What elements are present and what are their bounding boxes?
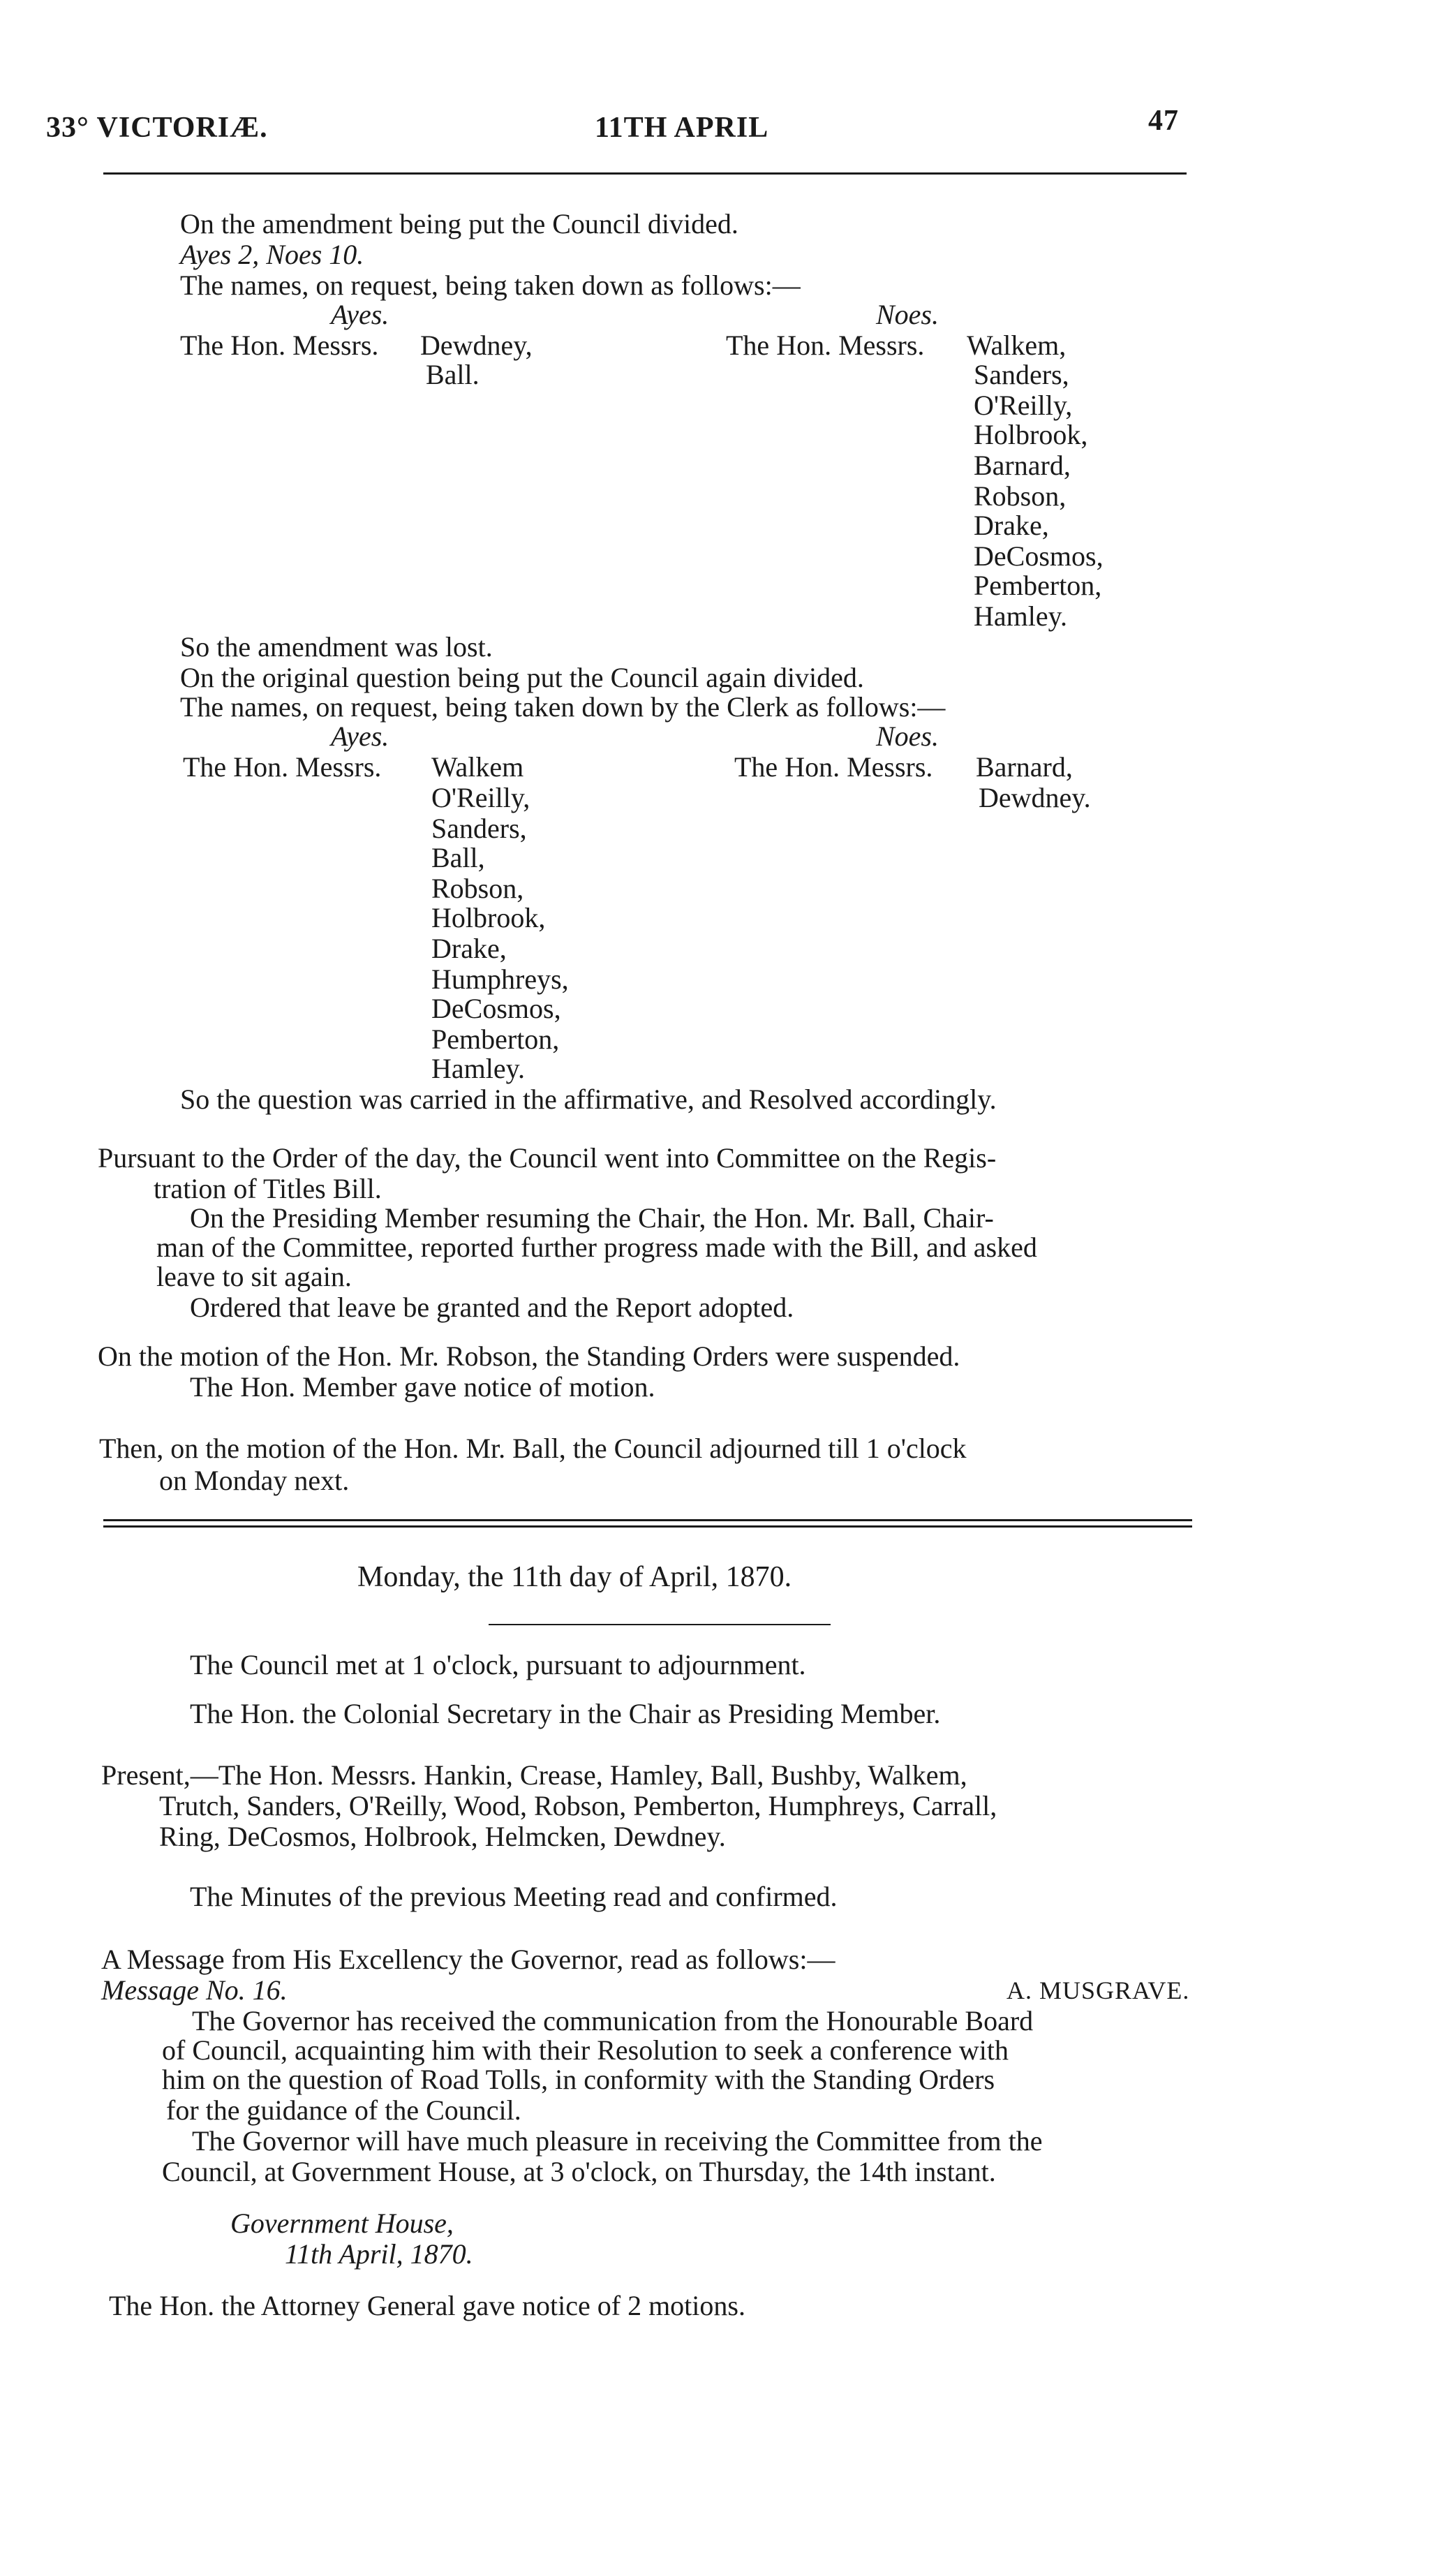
division1-ayes-heading: Ayes. [331,299,389,330]
message-p2-1: The Governor will have much pleasure in receiving the Committee from the [192,2125,1043,2157]
message-p1-2: of Council, acquainting him with their Resolution to seek a conference with [162,2034,1009,2066]
session-present-2: Trutch, Sanders, O'Reilly, Wood, Robson, Pemberton, Humphreys, Carrall, [159,1790,997,1821]
division2-aye: Humphreys, [431,963,569,995]
division2-noes-prefix: The Hon. Messrs. [734,751,933,783]
division2-aye: Robson, [431,873,524,904]
division1-no: DeCosmos, [974,540,1104,572]
session-minutes: The Minutes of the previous Meeting read and confirmed. [190,1881,838,1912]
session-met: The Council met at 1 o'clock, pursuant to adjournment. [190,1649,806,1680]
session-present-3: Ring, DeCosmos, Holbrook, Helmcken, Dewdney. [159,1821,726,1852]
division2-aye: O'Reilly, [431,782,530,813]
message-signature: A. MUSGRAVE. [1006,1976,1190,2004]
division2-aye: Holbrook, [431,902,546,933]
message-intro: A Message from His Excellency the Governor, read as follows:— [101,1944,835,1975]
committee-line-3: On the Presiding Member resuming the Chair, the Hon. Mr. Ball, Chair- [190,1202,994,1234]
message-p2-2: Council, at Government House, at 3 o'clock, on Thursday, the 14th instant. [162,2156,996,2187]
division2-aye: Sanders, [431,813,527,844]
division2-noes-heading: Noes. [876,720,939,752]
closing-notice: The Hon. the Attorney General gave notice of 2 motions. [109,2290,745,2321]
committee-line-6: Ordered that leave be granted and the Report adopted. [190,1292,794,1323]
division2-result: So the question was carried in the affirmative, and Resolved accordingly. [180,1084,997,1115]
division1-intro: On the amendment being put the Council divided. [180,208,738,239]
standing-orders-line-1: On the motion of the Hon. Mr. Robson, the Standing Orders were suspended. [98,1340,960,1372]
division1-no: Walkem, [967,330,1067,361]
message-place: Government House, [230,2208,454,2239]
division2-aye: Pemberton, [431,1023,560,1055]
division2-no: Barnard, [976,751,1073,783]
division1-no: Barnard, [974,450,1071,481]
division2-ayes-prefix: The Hon. Messrs. [183,751,382,783]
division2-aye: Hamley. [431,1053,526,1084]
division2-names-intro: The names, on request, being taken down by the Clerk as follows:— [180,691,946,723]
division2-aye: Drake, [431,933,507,964]
division2-aye: Ball, [431,842,485,873]
division1-noes-heading: Noes. [876,299,939,330]
division1-no: O'Reilly, [974,390,1073,421]
division1-names-intro: The names, on request, being taken down as follows:— [180,269,801,301]
header-rule [103,172,1187,175]
division2-intro: On the original question being put the Council again divided. [180,662,864,693]
date-heading-underline [489,1624,831,1625]
division1-no: Holbrook, [974,419,1088,450]
page-number: 47 [1148,105,1179,137]
committee-line-5: leave to sit again. [156,1261,352,1292]
committee-line-2: tration of Titles Bill. [154,1173,382,1204]
division1-no: Sanders, [974,359,1069,390]
division2-no: Dewdney. [979,782,1091,813]
division1-no: Robson, [974,480,1067,512]
message-p1-4: for the guidance of the Council. [166,2094,521,2126]
adjourn-line-2: on Monday next. [159,1465,350,1496]
division2-aye: Walkem [431,751,524,783]
message-number: Message No. 16. [101,1974,288,2006]
division1-no: Drake, [974,510,1049,541]
division1-result: So the amendment was lost. [180,631,493,663]
message-date: 11th April, 1870. [285,2238,473,2270]
message-p1-3: him on the question of Road Tolls, in conformity with the Standing Orders [162,2064,995,2095]
division2-aye: DeCosmos, [431,993,561,1024]
running-head-left: 33° VICTORIÆ. [46,112,268,144]
adjourn-line-1: Then, on the motion of the Hon. Mr. Ball, the Council adjourned till 1 o'clock [99,1433,967,1464]
section-double-rule-top [103,1519,1192,1521]
running-head-center: 11TH APRIL [595,112,769,144]
division2-ayes-heading: Ayes. [331,720,389,752]
division1-counts: Ayes 2, Noes 10. [180,239,364,270]
standing-orders-line-2: The Hon. Member gave notice of motion. [190,1371,655,1403]
session-date-heading: Monday, the 11th day of April, 1870. [357,1561,792,1593]
division1-ayes-prefix: The Hon. Messrs. [180,330,379,361]
session-present-1: Present,—The Hon. Messrs. Hankin, Crease, Hamley, Ball, Bushby, Walkem, [101,1759,967,1791]
division1-no: Pemberton, [974,570,1102,601]
session-chair: The Hon. the Colonial Secretary in the Chair as Presiding Member. [190,1698,941,1729]
division1-aye: Ball. [426,359,480,390]
section-double-rule-bottom [103,1525,1192,1528]
committee-line-4: man of the Committee, reported further progress made with the Bill, and asked [156,1232,1037,1263]
message-p1-1: The Governor has received the communication from the Honourable Board [192,2005,1034,2036]
division1-aye: Dewdney, [420,330,533,361]
division1-noes-prefix: The Hon. Messrs. [726,330,925,361]
committee-line-1: Pursuant to the Order of the day, the Council went into Committee on the Regis- [98,1142,997,1174]
division1-no: Hamley. [974,600,1068,632]
